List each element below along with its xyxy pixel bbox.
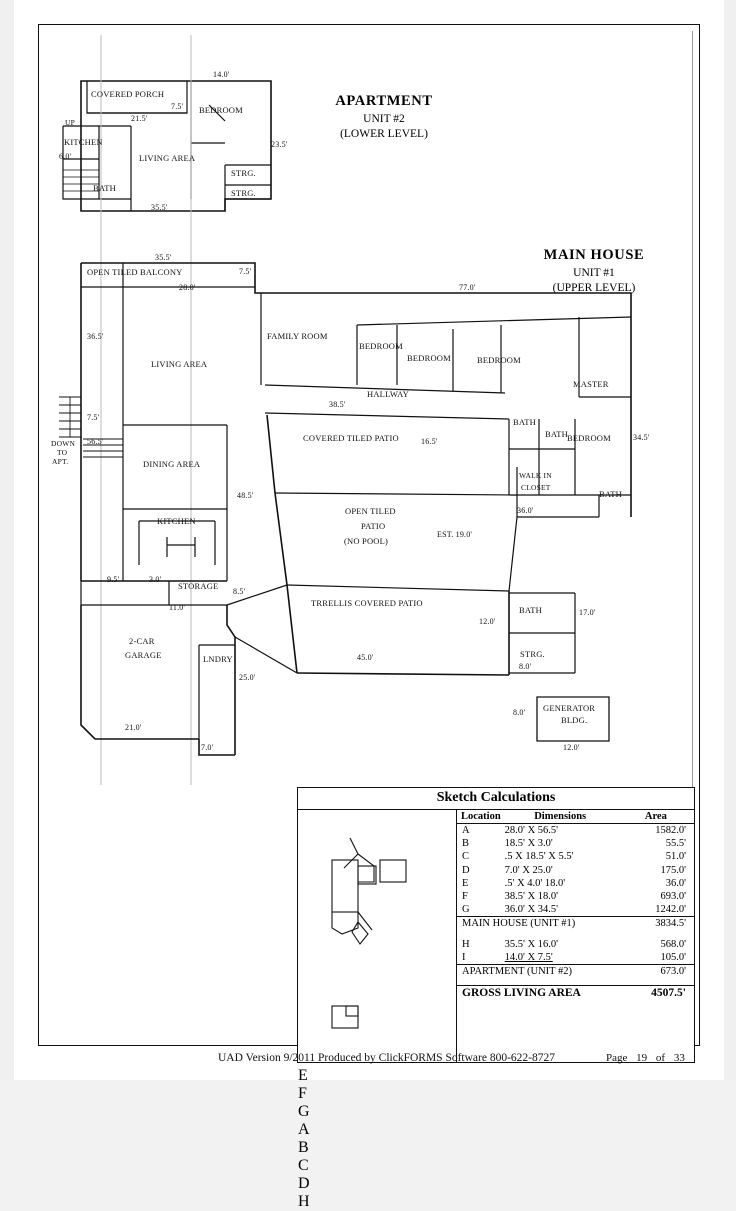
dim-main-35-5-top: 35.5'	[155, 253, 172, 262]
dim-generator-width: 8.0'	[513, 708, 526, 717]
dim-main-16-5: 16.5'	[421, 437, 438, 446]
gross-living-area-value: 4507.5'	[618, 986, 694, 1001]
sketch-label-B: B	[298, 1139, 309, 1156]
label-to: TO	[57, 448, 68, 457]
label-walk-in: WALK IN	[519, 471, 552, 480]
dim-main-77-0: 77.0'	[459, 283, 476, 292]
row-g-dims: 36.0' X 34.5'	[504, 904, 559, 916]
label-bath-4: BATH	[519, 605, 542, 615]
sketch-label-H: H	[298, 1193, 310, 1210]
footer-software-text: UAD Version 9/2011 Produced by ClickFORMS Software 800-622-8727	[218, 1052, 555, 1064]
label-bedroom-4: BEDROOM	[567, 433, 611, 443]
table-row	[457, 890, 694, 903]
spacer-row	[457, 931, 694, 938]
label-kitchen: KITCHEN	[157, 516, 196, 526]
dim-apt-23-5: 23.5'	[271, 140, 288, 149]
dim-main-38-5: 38.5'	[329, 400, 346, 409]
label-generator-2: BLDG.	[561, 715, 588, 725]
label-apt-bedroom: BEDROOM	[199, 105, 243, 115]
main-house-unit: UNIT #1	[573, 267, 615, 279]
row-f-dims: 38.5' X 18.0'	[504, 891, 559, 903]
row-h-loc: H	[462, 938, 470, 950]
row-b-dims: 18.5' X 3.0'	[504, 838, 553, 850]
dim-apt-14: 14.0'	[213, 70, 230, 79]
row-h-area: 568.0'	[660, 938, 686, 950]
dim-main-3-0: 3.0'	[149, 575, 162, 584]
dim-main-8-0: 8.0'	[519, 662, 532, 671]
label-master: MASTER	[573, 379, 609, 389]
dim-main-7-5-left: 7.5'	[87, 413, 100, 422]
dim-main-7-0: 7.0'	[201, 743, 214, 752]
dim-main-21-0: 21.0'	[125, 723, 142, 732]
sketch-diagram	[298, 810, 457, 1210]
row-f-area: 693.0'	[660, 891, 686, 903]
dim-main-11-0: 11.0'	[169, 603, 186, 612]
label-apt-kitchen: KITCHEN	[64, 137, 103, 147]
dim-apt-7-5: 7.5'	[171, 102, 184, 111]
footer-page-total: 33	[673, 1052, 685, 1064]
table-row	[457, 903, 694, 917]
label-garage-2: GARAGE	[125, 650, 162, 660]
label-open-tiled-balcony: OPEN TILED BALCONY	[87, 267, 183, 277]
row-e-dims: .5' X 4.0' 18.0'	[504, 877, 566, 889]
dim-main-36-5: 36.5'	[87, 332, 104, 341]
dim-main-36-0: 36.0'	[517, 506, 534, 515]
table-row	[457, 850, 694, 863]
sketch-label-F: F	[298, 1085, 307, 1102]
gross-living-area-row	[457, 986, 694, 1001]
apartment-level: (LOWER LEVEL)	[340, 128, 428, 140]
label-lndry: LNDRY	[203, 654, 233, 664]
sketch-calculations-panel	[297, 787, 695, 1210]
spacer-row	[457, 978, 694, 986]
label-apt-bath: BATH	[93, 183, 116, 193]
label-open-tiled-patio-3: (NO POOL)	[344, 536, 389, 546]
dim-generator-bottom: 12.0'	[563, 743, 580, 752]
main-house-title-block	[499, 247, 689, 294]
dim-main-25-0: 25.0'	[239, 673, 256, 682]
label-generator-1: GENERATOR	[543, 703, 596, 713]
row-h-dims: 35.5' X 16.0'	[504, 938, 559, 950]
col-location: Location	[457, 810, 503, 824]
row-c-area: 51.0'	[665, 851, 686, 863]
label-open-tiled-patio-1: OPEN TILED	[345, 506, 396, 516]
label-bedroom-2: BEDROOM	[407, 353, 451, 363]
row-a-dims: 28.0' X 56.5'	[504, 825, 559, 836]
label-family-room: FAMILY ROOM	[267, 331, 328, 341]
gross-living-area-label: GROSS LIVING AREA	[457, 986, 618, 1001]
label-strg: STRG.	[520, 649, 545, 659]
label-bath-3: BATH	[599, 489, 622, 499]
main-house-level: (UPPER LEVEL)	[552, 282, 636, 294]
row-c-dims: .5 X 18.5' X 5.5'	[504, 851, 574, 863]
col-area: Area	[618, 810, 694, 824]
label-bath-2: BATH	[545, 429, 568, 439]
label-apt-up: UP	[65, 118, 75, 127]
row-g-area: 1242.0'	[655, 904, 686, 916]
scan-edge-left	[0, 0, 14, 1080]
apartment-title: APARTMENT	[335, 93, 433, 109]
table-row	[457, 938, 694, 951]
dim-main-est-19: EST. 19.0'	[437, 530, 473, 539]
row-g-loc: G	[462, 904, 470, 916]
row-c-loc: C	[462, 851, 470, 863]
row-d-loc: D	[462, 864, 470, 876]
dim-main-17-0: 17.0'	[579, 608, 596, 617]
sketch-label-E: E	[298, 1067, 308, 1084]
subtotal-row-main-house	[457, 917, 694, 931]
apartment-title-block	[289, 93, 479, 140]
footer-of-word: of	[655, 1052, 666, 1064]
subtotal-main-house-area: 3834.5'	[618, 917, 694, 931]
subtotal-main-house-label: MAIN HOUSE (UNIT #1)	[457, 917, 618, 931]
dim-main-28-0: 28.0'	[179, 283, 196, 292]
row-a-area: 1582.0'	[655, 825, 686, 836]
table-row	[457, 951, 694, 965]
table-row	[457, 864, 694, 877]
sketch-diagram-shapes	[298, 810, 456, 1062]
scan-edge-right	[724, 0, 736, 1080]
label-trellis-covered-patio: TRRELLIS COVERED PATIO	[311, 598, 423, 608]
row-b-area: 55.5'	[665, 838, 686, 850]
label-apt: APT.	[52, 457, 69, 466]
dim-apt-6-0: 6.0'	[59, 152, 72, 161]
dim-main-56-5: 56.5'	[87, 437, 104, 446]
row-a-loc: A	[462, 825, 470, 836]
label-open-tiled-patio-2: PATIO	[361, 521, 386, 531]
dim-apt-21-5: 21.5'	[131, 114, 148, 123]
row-i-loc: I	[462, 951, 466, 963]
row-i-dims: 14.0' X 7.5'	[504, 951, 553, 963]
dim-main-34-5: 34.5'	[633, 433, 650, 442]
label-bath-1: BATH	[513, 417, 536, 427]
apartment-unit: UNIT #2	[363, 113, 405, 125]
label-apt-strg-1: STRG.	[231, 168, 256, 178]
dim-main-8-5: 8.5'	[233, 587, 246, 596]
sketch-label-C: C	[298, 1157, 309, 1174]
dim-main-48-5: 48.5'	[237, 491, 254, 500]
sketch-label-D: D	[298, 1175, 310, 1192]
label-apt-living-area: LIVING AREA	[139, 153, 196, 163]
label-covered-tiled-patio: COVERED TILED PATIO	[303, 433, 399, 443]
subtotal-apartment-area: 673.0'	[618, 965, 694, 979]
dim-apt-35-5: 35.5'	[151, 203, 168, 212]
label-hallway: HALLWAY	[367, 389, 410, 399]
label-bedroom-1: BEDROOM	[359, 341, 403, 351]
table-row	[457, 877, 694, 890]
sketch-calculations-table-wrap	[457, 810, 694, 1062]
main-house-title: MAIN HOUSE	[543, 247, 645, 263]
label-storage: STORAGE	[178, 581, 219, 591]
label-apt-strg-2: STRG.	[231, 188, 256, 198]
row-f-loc: F	[462, 891, 468, 903]
row-d-area: 175.0'	[660, 864, 686, 876]
subtotal-row-apartment	[457, 965, 694, 979]
table-row	[457, 824, 694, 838]
sketch-calculations-title: Sketch Calculations	[298, 788, 694, 810]
footer-page-number: 19	[636, 1052, 648, 1064]
row-e-loc: E	[462, 877, 469, 889]
label-covered-porch: COVERED PORCH	[91, 89, 165, 99]
footer-page-info	[603, 1052, 688, 1064]
label-closet: CLOSET	[521, 483, 551, 492]
dim-main-12-0: 12.0'	[479, 617, 496, 626]
sketch-calculations-table	[457, 810, 694, 1000]
label-garage-1: 2-CAR	[129, 636, 155, 646]
sketch-label-A: A	[298, 1121, 310, 1138]
sketch-label-G: G	[298, 1103, 310, 1120]
label-down: DOWN	[51, 439, 76, 448]
row-i-area: 105.0'	[660, 951, 686, 963]
label-living-area: LIVING AREA	[151, 359, 208, 369]
subtotal-apartment-label: APARTMENT (UNIT #2)	[457, 965, 618, 979]
row-d-dims: 7.0' X 25.0'	[504, 864, 553, 876]
row-b-loc: B	[462, 838, 470, 850]
col-dimensions: Dimensions	[503, 810, 618, 824]
dim-main-9-5: 9.5'	[107, 575, 120, 584]
label-bedroom-3: BEDROOM	[477, 355, 521, 365]
row-e-area: 36.0'	[665, 877, 686, 889]
dim-main-7-5-top: 7.5'	[239, 267, 252, 276]
label-dining-area: DINING AREA	[143, 459, 201, 469]
dim-main-45-0: 45.0'	[357, 653, 374, 662]
table-row	[457, 837, 694, 850]
footer-page-word: Page	[606, 1052, 628, 1064]
